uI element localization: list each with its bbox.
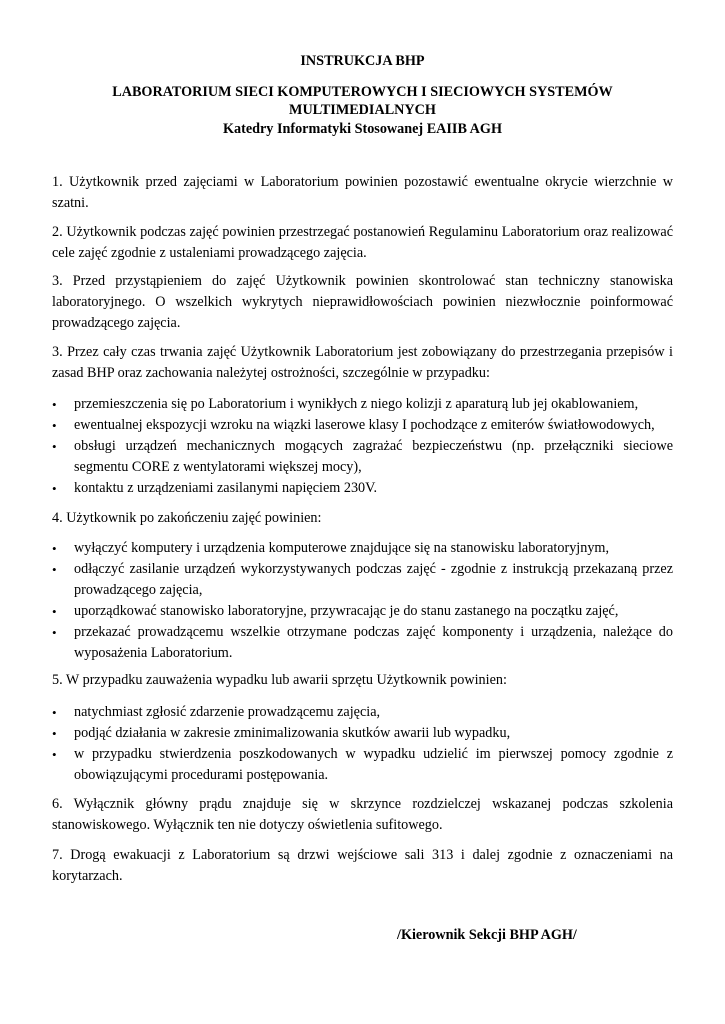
list-item: • kontaktu z urządzeniami zasilanymi napięciem 230V. (52, 478, 673, 499)
bullet-icon: • (52, 418, 57, 433)
list-item: • obsługi urządzeń mechanicznych mogących zagrażać bezpieczeństwu (np. przełączniki sieciowe segmentu CORE z wentylatorami większej mocy), (52, 438, 673, 475)
bullet-icon: • (52, 604, 57, 619)
signature: /Kierownik Sekcji BHP AGH/ (397, 927, 577, 943)
paragraph-2: 2. Użytkownik podczas zajęć powinien przestrzegać postanowień Regulaminu Laboratorium oraz realizować cele zajęć zgodnie z ustaleniami prowadzącego zajęcia. (52, 224, 673, 261)
accident-list (52, 702, 673, 786)
laboratory-name-line-2: MULTIMEDIALNYCH (289, 102, 436, 118)
bullet-icon: • (52, 481, 57, 496)
bullet-icon: • (52, 439, 57, 454)
bullet-icon: • (52, 562, 57, 577)
list-item: • natychmiast zgłosić zdarzenie prowadzącemu zajęcia, (52, 702, 673, 723)
list-item: • ewentualnej ekspozycji wzroku na wiązki laserowe klasy I pochodzące z emiterów światłowodowych, (52, 415, 673, 436)
list-item: • przekazać prowadzącemu wszelkie otrzymane podczas zajęć komponenty i urządzenia, należące do wyposażenia Laboratorium. (52, 624, 673, 661)
bullet-icon: • (52, 747, 57, 762)
document-title: INSTRUKCJA BHP (300, 53, 425, 69)
list-item: • w przypadku stwierdzenia poszkodowanych w wypadku udzielić im pierwszej pomocy zgodnie z obowiązującymi procedurami postępowania. (52, 746, 673, 783)
laboratory-name-line-1: LABORATORIUM SIECI KOMPUTEROWYCH I SIECIOWYCH SYSTEMÓW (112, 84, 613, 100)
paragraph-3: 3. Przed przystąpieniem do zajęć Użytkownik powinien skontrolować stan techniczny stanowiska laboratoryjnego. O wszelkich wykrytych nieprawidłowościach powinien niezwłocznie poinformować prowadzącego zajęcia. (52, 273, 673, 331)
paragraph-4: 4. Użytkownik po zakończeniu zajęć powinien: (52, 510, 322, 526)
hazard-list (52, 394, 673, 499)
bullet-icon: • (52, 726, 57, 741)
bullet-icon: • (52, 625, 57, 640)
paragraph-3b: 3. Przez cały czas trwania zajęć Użytkownik Laboratorium jest zobowiązany do przestrzegania przepisów i zasad BHP oraz zachowania należytej ostrożności, szczególnie w przypadku: (52, 344, 673, 381)
list-item: • przemieszczenia się po Laboratorium i wynikłych z niego kolizji z aparaturą lub jej okablowaniem, (52, 394, 673, 415)
list-item: • podjąć działania w zakresie zminimalizowania skutków awarii lub wypadku, (52, 723, 673, 744)
paragraph-6: 6. Wyłącznik główny prądu znajduje się w skrzynce rozdzielczej wskazanej podczas szkolenia stanowiskowego. Wyłącznik ten nie dotyczy oświetlenia sufitowego. (52, 796, 673, 833)
after-class-list (52, 538, 673, 664)
bullet-icon: • (52, 397, 57, 412)
bullet-icon: • (52, 541, 57, 556)
paragraph-1: 1. Użytkownik przed zajęciami w Laboratorium powinien pozostawić ewentualne okrycie wierzchnie w szatni. (52, 174, 673, 211)
paragraph-5: 5. W przypadku zauważenia wypadku lub awarii sprzętu Użytkownik powinien: (52, 672, 507, 688)
list-item: • wyłączyć komputery i urządzenia komputerowe znajdujące się na stanowisku laboratoryjnym, (52, 538, 673, 559)
paragraph-7: 7. Drogą ewakuacji z Laboratorium są drzwi wejściowe sali 313 i dalej zgodnie z oznaczeniami na korytarzach. (52, 847, 673, 884)
list-item: • uporządkować stanowisko laboratoryjne, przywracając je do stanu zastanego na początku zajęć, (52, 601, 673, 622)
bullet-icon: • (52, 705, 57, 720)
department-name: Katedry Informatyki Stosowanej EAIIB AGH (222, 121, 503, 137)
list-item: • odłączyć zasilanie urządzeń wykorzystywanych podczas zajęć - zgodnie z instrukcją przekazaną przez prowadzącego zajęcia, (52, 561, 673, 598)
